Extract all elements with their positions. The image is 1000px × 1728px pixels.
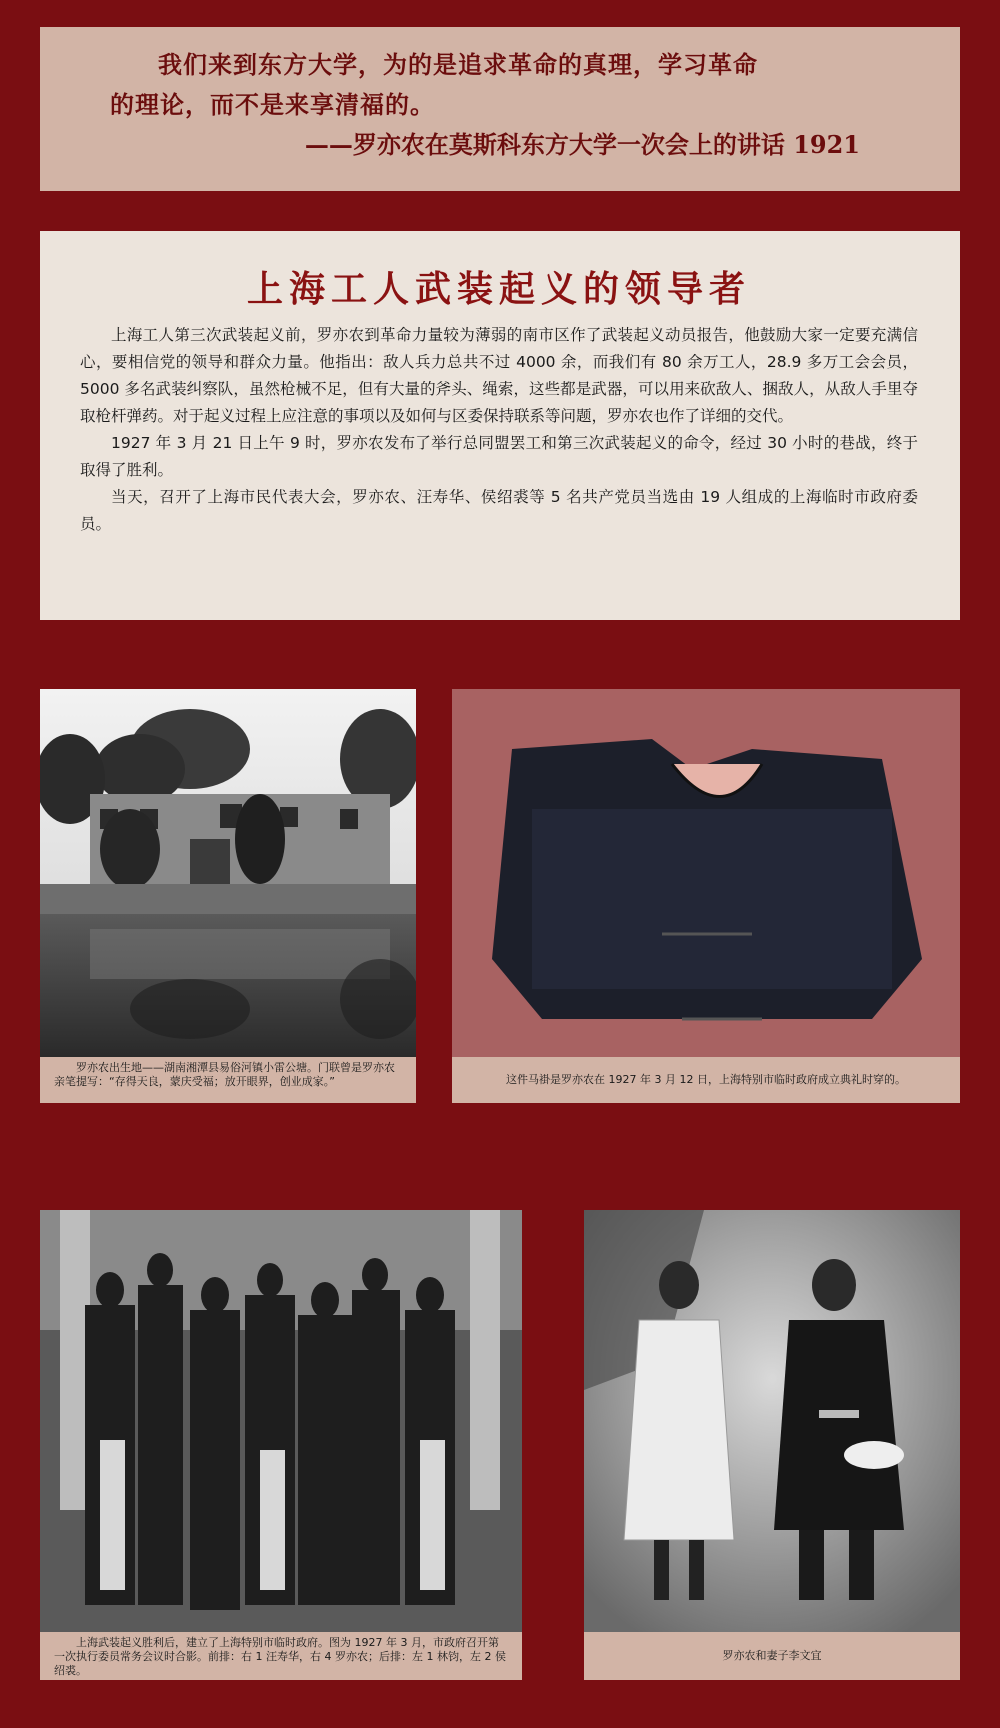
article-paragraph-3: 当天，召开了上海市民代表大会，罗亦农、汪寿华、侯绍裘等 5 名共产党员当选由 19 人组成的上海临时市政府委员。: [80, 488, 918, 533]
photo-card-couple: [584, 1210, 960, 1680]
quote-panel: [40, 27, 960, 191]
photo-card-birthplace: [40, 689, 416, 1103]
birthplace-caption: 罗亦农出生地——湖南湘潭县易俗河镇小雷公塘。门联曾是罗亦农亲笔提写：“存得天良，蒙庆受福；放开眼界，创业成家。”: [40, 1057, 416, 1103]
magua-photo: [452, 689, 960, 1057]
group-photo: [40, 1210, 522, 1632]
birthplace-photo: [40, 689, 416, 1057]
photo-card-group: [40, 1210, 522, 1680]
photo-card-magua: [452, 689, 960, 1103]
couple-caption: 罗亦农和妻子李文宜: [584, 1632, 960, 1680]
magua-caption: 这件马褂是罗亦农在 1927 年 3 月 12 日，上海特别市临时政府成立典礼时穿的。: [452, 1057, 960, 1103]
article-paragraph-1: 上海工人第三次武装起义前，罗亦农到革命力量较为薄弱的南市区作了武装起义动员报告，他鼓励大家一定要充满信心，要相信党的领导和群众力量。他指出：敌人兵力总共不过 4000 余，而我们有 80 余万工人，28.9 多万工会会员，5000 多名武装纠察队，虽然枪械不足，但有大量的斧头、绳索，这些都是武器，可以用来砍敌人、捆敌人，从敌人手里夺取枪杆弹药。对于起义过程上应注意的事项以及如何与区委保持联系等问题，罗亦农也作了详细的交代。: [80, 326, 918, 425]
article-title: 上海工人武装起义的领导者: [246, 269, 751, 310]
quote-attribution: ——罗亦农在莫斯科东方大学一次会上的讲话 1921: [304, 130, 860, 159]
article-paragraph-2: 1927 年 3 月 21 日上午 9 时，罗亦农发布了举行总同盟罢工和第三次武装起义的命令，经过 30 小时的巷战，终于取得了胜利。: [80, 434, 918, 479]
couple-photo: [584, 1210, 960, 1632]
group-caption: 上海武装起义胜利后，建立了上海特别市临时政府。图为 1927 年 3 月，市政府召开第一次执行委员常务会议时合影。前排：右 1 汪寿华，右 4 罗亦农；后排：左 1 林钧，左 2 侯绍裘。: [40, 1632, 522, 1680]
quote-line-2: 的理论，而不是来享清福的。: [110, 90, 435, 119]
article-panel: [40, 231, 960, 620]
quote-line-1: 我们来到东方大学，为的是追求革命的真理，学习革命: [158, 50, 758, 79]
